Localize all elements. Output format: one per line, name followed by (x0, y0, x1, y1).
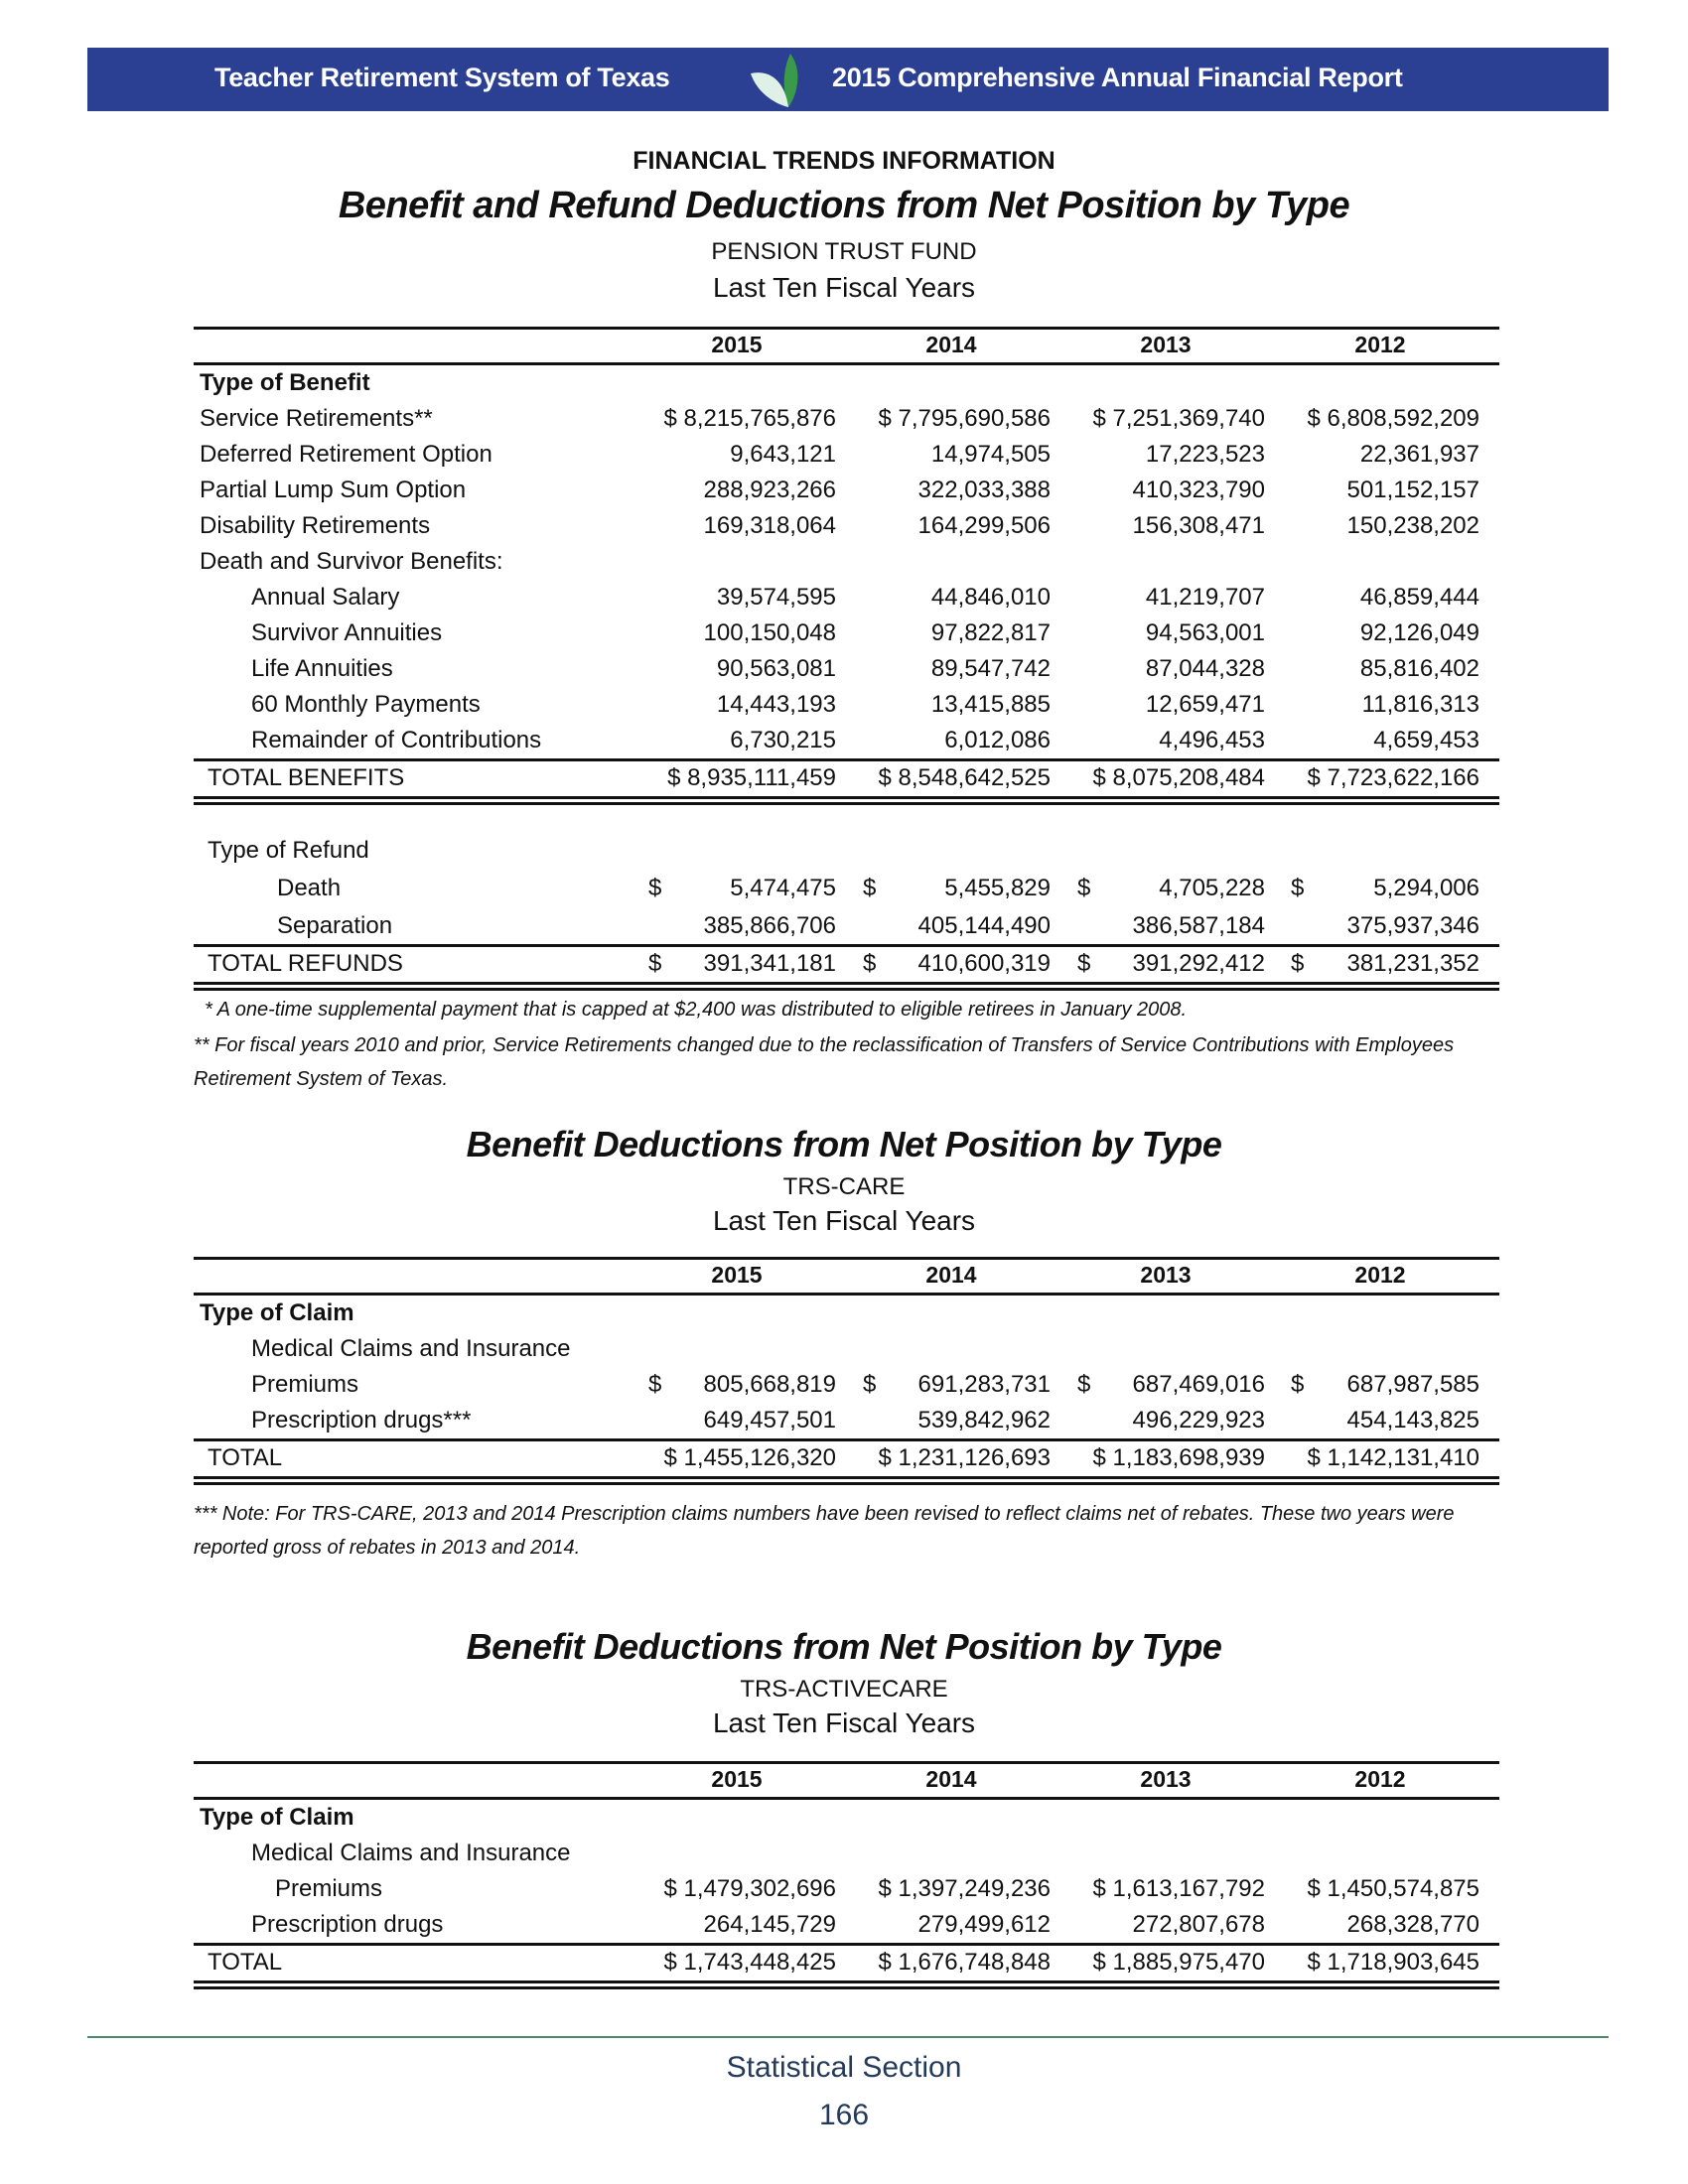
table-row (194, 401, 1499, 437)
cell-value: 279,499,612 (917, 1911, 1051, 1938)
trs-care-subtitle: TRS-CARE (782, 1173, 906, 1200)
table-row-group (194, 1331, 1499, 1367)
cell-value: 156,308,471 (1132, 512, 1265, 539)
table-row (194, 1907, 1499, 1943)
table-header-row (194, 328, 1499, 363)
year-header: 2015 (711, 332, 763, 357)
cell-value: 85,816,402 (1359, 655, 1479, 682)
row-label: Type of Claim (200, 1804, 354, 1831)
row-label: TOTAL (208, 1444, 283, 1471)
table-row (194, 687, 1499, 723)
cell-value: 150,238,202 (1346, 512, 1479, 539)
row-label: Death and Survivor Benefits: (200, 548, 503, 575)
row-label: Service Retirements** (200, 405, 433, 432)
cell-value: 4,705,228 (1159, 875, 1265, 901)
cell-value: 272,807,678 (1132, 1911, 1265, 1938)
cell-value: 539,842,962 (917, 1407, 1051, 1433)
footnote-single-star: * A one-time supplemental payment that is capped at $2,400 was distributed to eligible retirees in January 2008. (205, 999, 1188, 1021)
cell-value: 9,643,121 (730, 441, 836, 468)
cell-value: 92,126,049 (1359, 619, 1479, 646)
cell-value: $ 8,215,765,876 (663, 405, 836, 432)
cell-value: 649,457,501 (703, 1407, 836, 1433)
cell-value: $ 8,935,111,459 (667, 764, 836, 791)
cell-value: 5,474,475 (730, 875, 836, 901)
leaf-icon (743, 52, 812, 109)
cell-value: 454,143,825 (1346, 1407, 1479, 1433)
table-header-row (194, 1762, 1499, 1798)
year-header: 2012 (1354, 332, 1406, 357)
footer-section-label: Statistical Section (726, 2051, 962, 2084)
table-double-rule (194, 802, 1499, 805)
section-kicker: FINANCIAL TRENDS INFORMATION (633, 147, 1055, 175)
cell-value: $ 1,450,574,875 (1307, 1875, 1479, 1902)
dollar-sign: $ (863, 950, 877, 977)
cell-value: 386,587,184 (1132, 912, 1265, 939)
year-header: 2013 (1140, 1262, 1192, 1288)
row-label: Type of Claim (200, 1299, 354, 1326)
cell-value: 5,294,006 (1373, 875, 1479, 901)
table-row (194, 508, 1499, 544)
year-header: 2014 (925, 1766, 977, 1792)
table-row (194, 908, 1499, 944)
row-label: Type of Refund (208, 837, 369, 864)
footer-rule (87, 2036, 1609, 2038)
cell-value: 6,730,215 (730, 727, 836, 753)
cell-value: $ 1,613,167,792 (1092, 1875, 1265, 1902)
row-label: TOTAL BENEFITS (208, 764, 405, 791)
cell-value: 94,563,001 (1145, 619, 1265, 646)
cell-value: 381,231,352 (1346, 950, 1479, 977)
cell-value: $ 7,723,622,166 (1307, 764, 1479, 791)
total-refunds-row (194, 946, 1499, 982)
table-row (194, 723, 1499, 758)
cell-value: $ 6,808,592,209 (1307, 405, 1479, 432)
table-double-rule (194, 796, 1499, 799)
dollar-sign: $ (648, 875, 662, 901)
cell-value: 14,443,193 (716, 691, 836, 718)
period-label: Last Ten Fiscal Years (712, 272, 976, 303)
year-header: 2013 (1140, 1766, 1192, 1792)
table-row (194, 437, 1499, 473)
cell-value: $ 8,075,208,484 (1092, 764, 1265, 791)
total-row (194, 1440, 1499, 1476)
cell-value: $ 1,885,975,470 (1092, 1949, 1265, 1976)
table-double-rule (194, 1476, 1499, 1479)
cell-value: 375,937,346 (1346, 912, 1479, 939)
dollar-sign: $ (1291, 875, 1305, 901)
row-label: 60 Monthly Payments (251, 691, 481, 718)
fund-subtitle: PENSION TRUST FUND (711, 238, 977, 265)
cell-value: $ 1,676,748,848 (878, 1949, 1051, 1976)
cell-value: 97,822,817 (930, 619, 1051, 646)
report-title: 2015 Comprehensive Annual Financial Report (832, 63, 1403, 92)
dollar-sign: $ (863, 875, 877, 901)
cell-value: 164,299,506 (917, 512, 1051, 539)
leaf-shape (751, 72, 788, 107)
dollar-sign: $ (1077, 1371, 1091, 1398)
row-label: Survivor Annuities (251, 619, 443, 646)
cell-value: 41,219,707 (1145, 584, 1265, 611)
footnote-double-star: ** For fiscal years 2010 and prior, Service Retirements changed due to the reclassification of Transfers of Service Contributions with Employees Retirement System of Texas. (194, 1034, 1455, 1090)
row-label: Type of Benefit (200, 369, 370, 396)
cell-value: $ 1,479,302,696 (663, 1875, 836, 1902)
cell-value: 391,341,181 (703, 950, 836, 977)
row-label: Separation (277, 912, 393, 939)
year-header: 2012 (1354, 1262, 1406, 1288)
cell-value: $ 7,251,369,740 (1092, 405, 1265, 432)
report-banner (87, 48, 1609, 111)
cell-value: 169,318,064 (703, 512, 836, 539)
cell-value: 410,600,319 (917, 950, 1051, 977)
cell-value: $ 1,718,903,645 (1307, 1949, 1479, 1976)
trs-care-title: Benefit Deductions from Net Position by Type (466, 1124, 1222, 1164)
cell-value: 4,496,453 (1159, 727, 1265, 753)
trs-care-period: Last Ten Fiscal Years (712, 1205, 976, 1236)
footnote-triple-star: *** Note: For TRS-CARE, 2013 and 2014 Prescription claims numbers have been revised to reflect claims net of rebates. These two years were reported gross of rebates in 2013 and 2014. (194, 1503, 1455, 1559)
row-label: Prescription drugs*** (251, 1407, 472, 1433)
year-header: 2015 (711, 1766, 763, 1792)
row-label: Prescription drugs (251, 1911, 444, 1938)
cell-value: 405,144,490 (917, 912, 1051, 939)
total-row (194, 1945, 1499, 1980)
cell-value: 46,859,444 (1359, 584, 1479, 611)
cell-value: $ 1,183,698,939 (1092, 1444, 1265, 1471)
cell-value: 6,012,086 (944, 727, 1051, 753)
row-label: Disability Retirements (200, 512, 431, 539)
table-row (194, 1367, 1499, 1403)
year-header: 2013 (1140, 332, 1192, 357)
cell-value: $ 1,743,448,425 (663, 1949, 836, 1976)
year-header: 2014 (925, 332, 977, 357)
cell-value: 44,846,010 (930, 584, 1051, 611)
row-label: Premiums (251, 1371, 359, 1398)
trs-activecare-period: Last Ten Fiscal Years (712, 1707, 976, 1738)
cell-value: 687,469,016 (1132, 1371, 1265, 1398)
row-label: TOTAL (208, 1949, 283, 1976)
year-header: 2014 (925, 1262, 977, 1288)
row-label: Annual Salary (251, 584, 400, 611)
table-row-group (194, 544, 1499, 580)
group-header (194, 833, 1499, 869)
cell-value: 501,152,157 (1346, 477, 1479, 503)
table-double-rule (194, 1980, 1499, 1983)
cell-value: 89,547,742 (930, 655, 1051, 682)
row-label: Remainder of Contributions (251, 727, 542, 753)
group-header (194, 365, 1499, 401)
cell-value: 90,563,081 (716, 655, 836, 682)
table-row (194, 871, 1499, 906)
cell-value: 13,415,885 (930, 691, 1051, 718)
cell-value: 687,987,585 (1346, 1371, 1479, 1398)
cell-value: 4,659,453 (1373, 727, 1479, 753)
cell-value: 805,668,819 (703, 1371, 836, 1398)
total-benefits-row (194, 760, 1499, 796)
table-double-rule (194, 1482, 1499, 1485)
page-number: 166 (818, 2099, 870, 2131)
cell-value: 87,044,328 (1145, 655, 1265, 682)
table-double-rule (194, 988, 1499, 991)
dollar-sign: $ (1291, 1371, 1305, 1398)
trs-activecare-subtitle: TRS-ACTIVECARE (740, 1676, 948, 1703)
cell-value: 410,323,790 (1132, 477, 1265, 503)
dollar-sign: $ (1291, 950, 1305, 977)
cell-value: 496,229,923 (1132, 1407, 1265, 1433)
table-row (194, 615, 1499, 651)
table-header-row (194, 1258, 1499, 1294)
row-label: TOTAL REFUNDS (208, 950, 403, 977)
table-double-rule (194, 1986, 1499, 1989)
row-label: Deferred Retirement Option (200, 441, 492, 468)
cell-value: 17,223,523 (1145, 441, 1265, 468)
row-label: Death (277, 875, 342, 901)
cell-value: 39,574,595 (716, 584, 836, 611)
row-label: Partial Lump Sum Option (200, 477, 467, 503)
dollar-sign: $ (863, 1371, 877, 1398)
cell-value: 268,328,770 (1346, 1911, 1479, 1938)
year-header: 2012 (1354, 1766, 1406, 1792)
dollar-sign: $ (1077, 950, 1091, 977)
group-header (194, 1296, 1499, 1331)
cell-value: 22,361,937 (1359, 441, 1479, 468)
cell-value: $ 8,548,642,525 (878, 764, 1051, 791)
cell-value: 11,816,313 (1361, 691, 1479, 718)
table-row-group (194, 1836, 1499, 1871)
year-header: 2015 (711, 1262, 763, 1288)
dollar-sign: $ (1077, 875, 1091, 901)
table-row (194, 473, 1499, 508)
cell-value: 391,292,412 (1132, 950, 1265, 977)
table-double-rule (194, 982, 1499, 985)
dollar-sign: $ (648, 950, 662, 977)
cell-value: 385,866,706 (703, 912, 836, 939)
table-row (194, 1403, 1499, 1438)
group-header (194, 1800, 1499, 1836)
trs-activecare-title: Benefit Deductions from Net Position by Type (466, 1626, 1222, 1667)
cell-value: 322,033,388 (917, 477, 1051, 503)
cell-value: 100,150,048 (703, 619, 836, 646)
row-label: Medical Claims and Insurance (251, 1335, 571, 1362)
cell-value: $ 1,397,249,236 (878, 1875, 1051, 1902)
table-row (194, 580, 1499, 615)
organization-name: Teacher Retirement System of Texas (214, 63, 670, 92)
page-title: Benefit and Refund Deductions from Net Position by Type (338, 185, 1350, 226)
cell-value: $ 7,795,690,586 (878, 405, 1051, 432)
cell-value: 288,923,266 (703, 477, 836, 503)
row-label: Medical Claims and Insurance (251, 1840, 571, 1866)
table-row (194, 651, 1499, 687)
dollar-sign: $ (648, 1371, 662, 1398)
cell-value: $ 1,231,126,693 (878, 1444, 1051, 1471)
row-label: Life Annuities (251, 655, 393, 682)
cell-value: $ 1,142,131,410 (1307, 1444, 1479, 1471)
cell-value: 14,974,505 (930, 441, 1051, 468)
row-label: Premiums (275, 1875, 383, 1902)
cell-value: 264,145,729 (703, 1911, 836, 1938)
cell-value: $ 1,455,126,320 (663, 1444, 836, 1471)
cell-value: 5,455,829 (944, 875, 1051, 901)
cell-value: 12,659,471 (1145, 691, 1265, 718)
cell-value: 691,283,731 (917, 1371, 1051, 1398)
table-row (194, 1871, 1499, 1907)
